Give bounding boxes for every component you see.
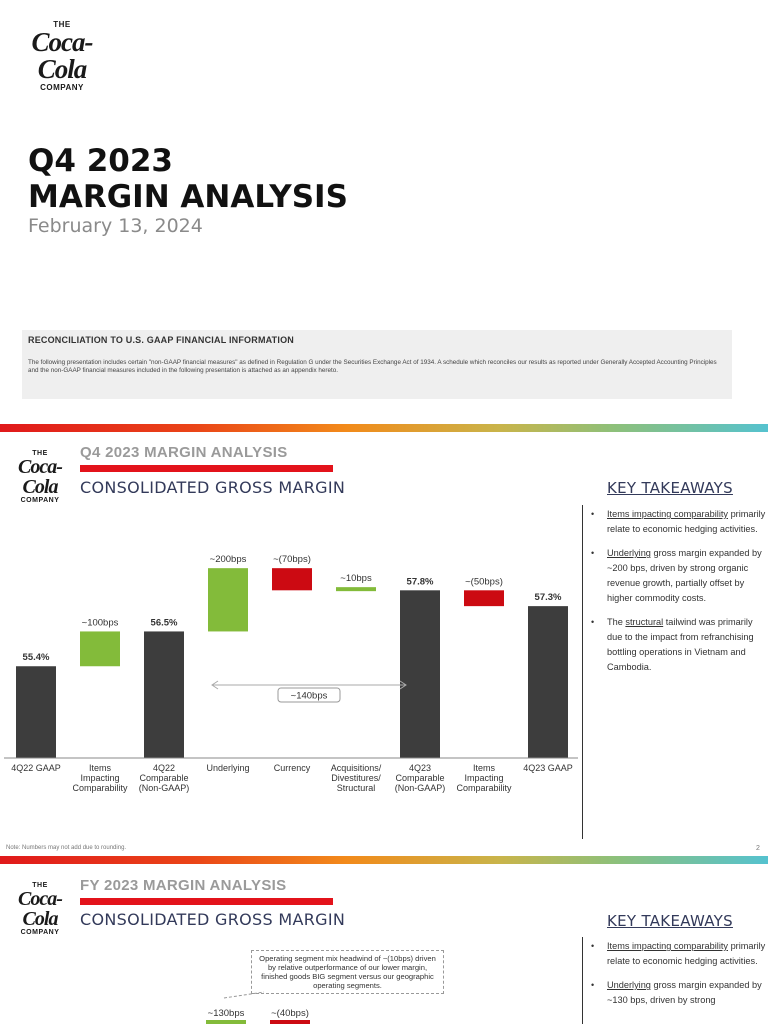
category-label: Structural: [336, 783, 376, 793]
category-label: 4Q22: [152, 763, 176, 773]
slide-heading: CONSOLIDATED GROSS MARGIN: [80, 478, 346, 497]
takeaway-highlight: structural: [625, 617, 664, 627]
category-label: Acquisitions/: [330, 763, 382, 773]
takeaway-item: [591, 507, 766, 537]
cover-date: February 13, 2024: [28, 215, 203, 237]
category-label: (Non-GAAP): [138, 783, 190, 793]
takeaway-text: primarily relate to economic hedging activities.: [607, 509, 766, 534]
category-label: Underlying: [206, 763, 250, 773]
takeaway-text: gross margin expanded by ~200 bps, driven by strong organic revenue growth, partially offset by higher commodity costs.: [607, 548, 762, 603]
cover-title-line1: Q4 2023: [28, 143, 173, 179]
takeaway-item: [591, 978, 766, 1008]
category-label: Items: [88, 763, 112, 773]
company-logo: [8, 882, 72, 936]
logo-the: THE: [32, 882, 48, 889]
category-label: Currency: [273, 763, 311, 773]
data-label: ~200bps: [209, 554, 247, 566]
waterfall-bar: [270, 1020, 310, 1024]
key-takeaways-title: KEY TAKEAWAYS: [607, 479, 733, 497]
gradient-divider: [0, 424, 768, 432]
takeaway-text: gross margin expanded by ~130 bps, driven by strong: [607, 980, 762, 1005]
takeaway-highlight: Items impacting comparability: [607, 509, 729, 519]
fy-gross-margin-waterfall-chart: [0, 940, 580, 1024]
slide-kicker: Q4 2023 MARGIN ANALYSIS: [80, 444, 288, 461]
waterfall-bar: [400, 590, 440, 758]
slide-heading: CONSOLIDATED GROSS MARGIN: [80, 910, 346, 929]
category-label: Comparability: [72, 783, 128, 793]
data-label: ~(70bps): [273, 554, 311, 566]
cover-title-line2: MARGIN ANALYSIS: [28, 179, 348, 215]
key-takeaways-list: [591, 507, 766, 684]
reconciliation-box: [22, 330, 732, 399]
waterfall-bar: [208, 568, 248, 631]
waterfall-bar: [144, 631, 184, 758]
logo-script: Coca-Cola: [18, 888, 62, 930]
bracket-label: ~140bps: [290, 690, 328, 702]
data-label: ~10bps: [340, 573, 372, 585]
data-label: 57.3%: [534, 592, 562, 604]
logo-script: Coca-Cola: [31, 27, 93, 84]
segment-mix-callout: Operating segment mix headwind of ~(10bps) driven by relative outperformance of our lower margin, finished goods BIG segment versus our geographic operating segments.: [251, 950, 444, 994]
company-logo: [8, 450, 72, 504]
takeaway-item: [591, 615, 766, 675]
data-label: ~(40bps): [271, 1008, 309, 1019]
waterfall-bar: [272, 568, 312, 590]
category-label: Impacting: [80, 773, 120, 783]
gross-margin-waterfall-chart: [0, 540, 580, 800]
data-label: ~(50bps): [465, 576, 503, 588]
category-label: Comparability: [456, 783, 512, 793]
logo-script: Coca-Cola: [18, 456, 62, 498]
takeaway-prefix: The: [607, 617, 626, 627]
category-label: 4Q23: [408, 763, 432, 773]
category-label: (Non-GAAP): [394, 783, 446, 793]
takeaway-text: tailwind was primarily due to the impact from refranchising bottling operations in Vietnam and Cambodia.: [607, 617, 754, 672]
waterfall-bar: [336, 587, 376, 591]
logo-the: THE: [32, 450, 48, 457]
category-label: Divestitures/: [331, 773, 381, 783]
takeaway-item: [591, 939, 766, 969]
vertical-divider: [582, 937, 583, 1024]
reconciliation-heading: RECONCILIATION TO U.S. GAAP FINANCIAL INFORMATION: [28, 335, 294, 345]
gradient-divider: [0, 856, 768, 864]
takeaway-highlight: Underlying: [607, 980, 651, 990]
category-label: Comparable: [139, 773, 189, 783]
red-underline: [80, 898, 333, 905]
waterfall-bar: [464, 590, 504, 606]
vertical-divider: [582, 505, 583, 839]
logo-company: COMPANY: [40, 83, 84, 92]
waterfall-bar: [206, 1020, 246, 1024]
category-label: Comparable: [395, 773, 445, 783]
takeaway-highlight: Underlying: [607, 548, 651, 558]
data-label: ~130bps: [207, 1008, 245, 1019]
logo-the: THE: [53, 20, 71, 29]
takeaway-highlight: Items impacting comparability: [607, 941, 729, 951]
callout-connector: [224, 992, 264, 998]
waterfall-bar: [80, 631, 120, 666]
logo-company: COMPANY: [20, 929, 60, 936]
data-label: 57.8%: [406, 576, 434, 588]
red-underline: [80, 465, 333, 472]
page-number: 2: [756, 845, 760, 852]
slide-kicker: FY 2023 MARGIN ANALYSIS: [80, 877, 287, 894]
reconciliation-body: The following presentation includes certain "non-GAAP financial measures" as defined in Regulation G under the Securities Exchange Act of 1934. A schedule which reconciles our results as reported under Generally Accepted Accounting Principles and the non-GAAP financial measures included in the following presentation is attached as an appendix hereto.: [28, 359, 717, 374]
key-takeaways-list: [591, 939, 766, 1017]
category-label: Impacting: [464, 773, 504, 783]
data-label: 55.4%: [22, 652, 50, 664]
waterfall-bar: [528, 606, 568, 758]
waterfall-bar: [16, 666, 56, 758]
logo-company: COMPANY: [20, 497, 60, 504]
cover-title: [28, 143, 348, 215]
takeaway-text: primarily relate to economic hedging activities.: [607, 941, 766, 966]
data-label: 56.5%: [150, 617, 178, 629]
category-label: Items: [472, 763, 496, 773]
key-takeaways-title: KEY TAKEAWAYS: [607, 912, 733, 930]
takeaway-item: [591, 546, 766, 606]
company-logo: [20, 20, 104, 92]
category-label: 4Q23 GAAP: [523, 763, 573, 773]
category-label: 4Q22 GAAP: [11, 763, 61, 773]
footnote: Note: Numbers may not add due to rounding.: [6, 845, 127, 851]
data-label: ~100bps: [81, 617, 119, 629]
